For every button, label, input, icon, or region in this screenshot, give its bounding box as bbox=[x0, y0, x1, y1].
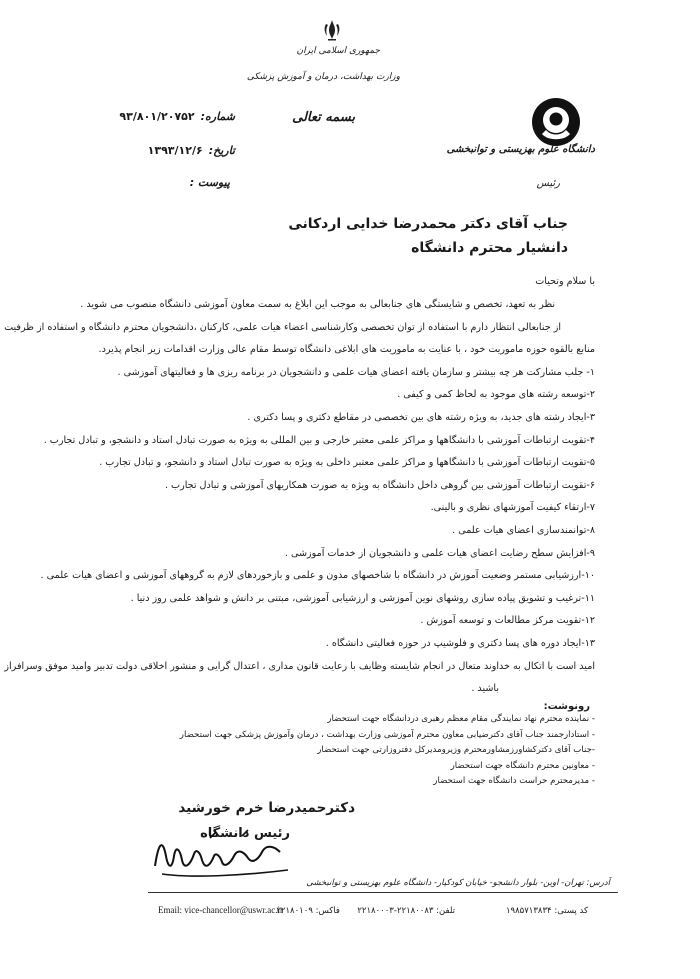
letter-number bbox=[119, 110, 235, 123]
letter-attachment bbox=[184, 176, 230, 189]
footer-email: Email: vice-chancellor@uswr.ac.ir bbox=[158, 905, 283, 915]
basmala: بسمه تعالی bbox=[292, 110, 355, 125]
cc-item: - معاونین محترم دانشگاه جهت استحضار bbox=[450, 760, 595, 771]
cc-item: - نماینده محترم نهاد نمایندگی مقام معظم رهبری دردانشگاه جهت استحضار bbox=[327, 714, 595, 724]
university-logo-icon bbox=[530, 96, 582, 148]
body-line: امید است با اتکال به خداوند متعال در انجام شایسته وظایف با رعایت قانون مداری ، اعتدال گرایی و منشور اخلاقی دولت تدبیر وامید موفق وسرافراز bbox=[4, 660, 595, 672]
footer-postal: کد پستی: ۱۹۸۵۷۱۳۸۳۴ bbox=[505, 906, 588, 916]
republic-title: جمهوری اسلامی ایران bbox=[296, 46, 380, 56]
body-line: باشید . bbox=[471, 683, 499, 695]
body-line: ۱۱-ترغیب و تشویق پیاده سازی روشهای نوین آموزشی و ارزشیابی آموزشی، مبتنی بر دانش و شواهد علمی روز دنیا . bbox=[130, 592, 595, 604]
footer-phone: تلفن: ۲۲۱۸۰۰۸۳-۲۲۱۸۰۰۰۳ bbox=[357, 906, 455, 916]
cc-item: - مدیرمحترم حراست دانشگاه جهت استحضار bbox=[433, 776, 595, 787]
addressee-name: جناب آقای دکتر محمدرضا خدایی اردکانی bbox=[288, 216, 568, 232]
rais-label: رئیس bbox=[536, 178, 560, 189]
body-line: از جنابعالی انتظار دارم با استفاده از توان تخصصی وکارشناسی اعضاء هیات علمی، کارکنان ،دانشجویان محترم دانشگاه و استفاده از ظرفیت bbox=[4, 321, 561, 333]
cc-list bbox=[180, 712, 595, 790]
body-line: نظر به تعهد، تخصص و شایستگی های جنابعالی به موجب این ابلاغ به سمت معاون آموزشی دانشگاه منصوب می شوید . bbox=[80, 299, 555, 310]
body-line: ۲-توسعه رشته های موجود به لحاظ کمی و کیفی . bbox=[397, 389, 595, 401]
letter-body bbox=[4, 294, 595, 701]
cc-item: -جناب آقای دکترکشاورزمشاورمحترم وزیرومدیرکل دفتروزارتی جهت استحضار bbox=[317, 745, 595, 756]
date-value: ۱۳۹۳/۱۲/۶ bbox=[147, 144, 203, 157]
body-line: ۱۳-ایجاد دوره های پسا دکتری و فلوشیپ در حوزه فعالیتی دانشگاه . bbox=[325, 637, 595, 649]
body-line: ۵-تقویت ارتباطات آموزشی با دانشگاهها و مراکز علمی معتبر داخلی به ویژه به صورت تبادل استاد و دانشجو، و تبادل تجارب . bbox=[99, 457, 595, 469]
attachment-label: پیوست : bbox=[189, 176, 230, 189]
footer-address: آدرس: تهران- اوین- بلوار دانشجو- خیابان کودکیار- دانشگاه علوم بهزیستی و توانبخشی bbox=[306, 878, 610, 888]
body-line: منابع بالقوه حوزه ماموریت خود ، با عنایت به ماموریت های ابلاغی دانشگاه توسط مقام عالی وزارت اقدامات زیر انجام پذیرد. bbox=[98, 344, 595, 356]
university-name: دانشگاه علوم بهزیستی و توانبخشی bbox=[446, 144, 595, 155]
cc-item: - استادارجمند جناب آقای دکترضیابی معاون محترم آموزشی وزارت بهداشت ، درمان وآموزش پزشکی جهت استحضار bbox=[179, 729, 595, 740]
body-line: ۱- جلب مشارکت هر چه بیشتر و سازمان یافته اعضای هیات علمی و دانشجویان در برنامه ریزی ها و فعالیتهای آموزشی . bbox=[117, 366, 595, 378]
body-line: ۹-افزایش سطح رضایت اعضای هیات علمی و دانشجویان از خدمات آموزشی . bbox=[284, 547, 595, 559]
signer-name: دکترحمیدرضا خرم خورشید bbox=[178, 800, 355, 816]
greeting: با سلام وتحیات bbox=[535, 276, 595, 287]
addressee-title: دانشیار محترم دانشگاه bbox=[411, 240, 568, 256]
cc-title: رونوشت: bbox=[543, 701, 590, 712]
signature-scribble-icon bbox=[150, 826, 300, 884]
body-line: ۳-ایجاد رشته های جدید، به ویژه رشته های بین تخصصی در مقاطع دکتری و پسا دکتری . bbox=[247, 411, 595, 423]
iran-emblem-icon bbox=[320, 18, 344, 42]
footer-fax: فاکس: ۲۲۱۸۰۱۰۹ bbox=[276, 906, 340, 916]
body-line: ۷-ارتقاء کیفیت آموزشهای نظری و بالینی. bbox=[430, 502, 595, 514]
body-line: ۸-توانمندسازی اعضای هیات علمی . bbox=[452, 524, 595, 536]
letter-date bbox=[148, 144, 235, 157]
footer-rule bbox=[148, 892, 618, 893]
signer-title: رئیس دانشگاه bbox=[200, 826, 290, 841]
body-line: ۶-تقویت ارتباطات آموزشی بین گروهی داخل دانشگاه به ویژه به صورت همکاریهای آموزشی و تبادل تجارب . bbox=[164, 479, 595, 491]
body-line: ۱۲-تقویت مرکز مطالعات و توسعه آموزش . bbox=[420, 615, 595, 627]
number-value: ۹۳/۸۰۱/۲۰۷۵۲ bbox=[119, 110, 195, 123]
body-line: ۴-تقویت ارتباطات آموزشی با دانشگاهها و مراکز علمی معتبر خارجی و بین المللی به ویژه به صورت تبادل استاد و دانشجو، و تبادل تجارب . bbox=[43, 434, 595, 446]
number-label: شماره: bbox=[200, 110, 235, 123]
body-line: ۱۰-ارزشیابی مستمر وضعیت آموزش در دانشگاه با شاخصهای مدون و علمی و بازخوردهای لازم به گروههای آموزشی و اعضای هیات علمی . bbox=[40, 570, 595, 582]
date-label: تاریخ: bbox=[208, 144, 235, 157]
ministry-title: وزارت بهداشت، درمان و آموزش پزشکی bbox=[246, 72, 400, 82]
